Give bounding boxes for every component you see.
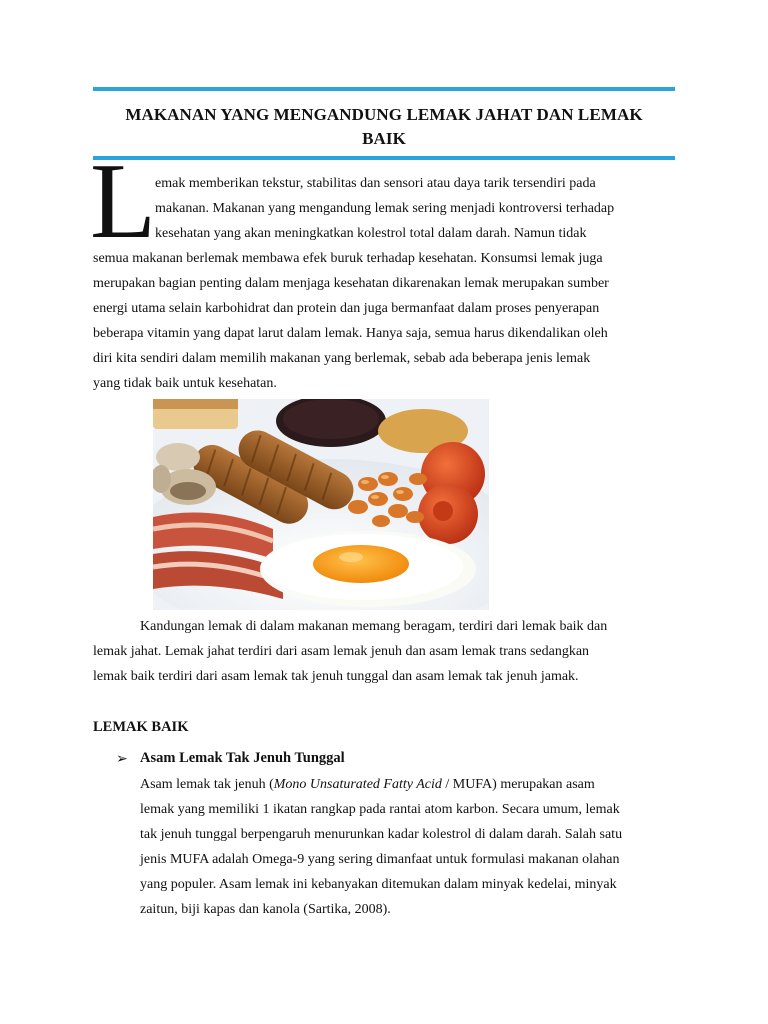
title-line-1: MAKANAN YANG MENGANDUNG LEMAK JAHAT DAN LEMAK <box>125 105 643 124</box>
bullet-line: jenis MUFA adalah Omega-9 yang sering dimanfaat untuk formulasi makanan olahan <box>140 852 620 867</box>
breakfast-illustration <box>153 399 489 610</box>
intro-line: yang tidak baik untuk kesehatan. <box>93 376 277 391</box>
bullet-title: Asam Lemak Tak Jenuh Tunggal <box>140 750 345 766</box>
intro-line: kesehatan yang akan meningkatkan kolestrol total dalam darah. Namun tidak <box>155 226 587 241</box>
intro-line: beberapa vitamin yang dapat larut dalam lemak. Hanya saja, semua harus dikendalikan oleh <box>93 326 608 341</box>
intro-line: semua makanan berlemak membawa efek buruk terhadap kesehatan. Konsumsi lemak juga <box>93 251 603 266</box>
drop-cap: L <box>90 142 156 261</box>
intro-line: energi utama selain karbohidrat dan protein dan juga bermanfaat dalam proses penyerapan <box>93 301 600 316</box>
paragraph-line: lemak jahat. Lemak jahat terdiri dari asam lemak jenuh dan asam lemak trans sedangkan <box>93 644 590 659</box>
document-title <box>93 103 675 151</box>
bullet-line-prefix: Asam lemak tak jenuh ( <box>140 777 274 792</box>
bullet-line: lemak yang memiliki 1 ikatan rangkap pada rantai atom karbon. Secara umum, lemak <box>140 802 620 817</box>
title-line-2: BAIK <box>362 129 406 148</box>
breakfast-photo <box>153 399 489 610</box>
intro-line: merupakan bagian penting dalam menjaga kesehatan dikarenakan lemak merupakan sumber <box>93 276 609 291</box>
paragraph-line: lemak baik terdiri dari asam lemak tak jenuh tunggal dan asam lemak tak jenuh jamak. <box>93 669 579 684</box>
intro-line: emak memberikan tekstur, stabilitas dan sensori atau daya tarik tersendiri pada <box>155 176 596 191</box>
bullet-line-italic: Mono Unsaturated Fatty Acid <box>273 777 442 792</box>
bullet-line <box>140 776 595 794</box>
bullet-line-suffix: / MUFA) merupakan asam <box>441 777 595 792</box>
intro-line: diri kita sendiri dalam memilih makanan yang berlemak, sebab ada beberapa jenis lemak <box>93 351 591 366</box>
paragraph-line: Kandungan lemak di dalam makanan memang beragam, terdiri dari lemak baik dan <box>140 619 608 634</box>
bullet-line: tak jenuh tunggal berpengaruh menurunkan kadar kolestrol di dalam darah. Salah satu <box>140 827 623 842</box>
section-heading: LEMAK BAIK <box>93 719 189 735</box>
title-top-rule <box>93 87 675 91</box>
bullet-line: zaitun, biji kapas dan kanola (Sartika, 2008). <box>140 902 391 917</box>
intro-line: makanan. Makanan yang mengandung lemak sering menjadi kontroversi terhadap <box>155 201 615 216</box>
arrow-bullet-icon: ➢ <box>116 752 128 767</box>
bullet-line: yang populer. Asam lemak ini kebanyakan ditemukan dalam minyak kedelai, minyak <box>140 877 617 892</box>
title-bottom-rule <box>93 156 675 160</box>
